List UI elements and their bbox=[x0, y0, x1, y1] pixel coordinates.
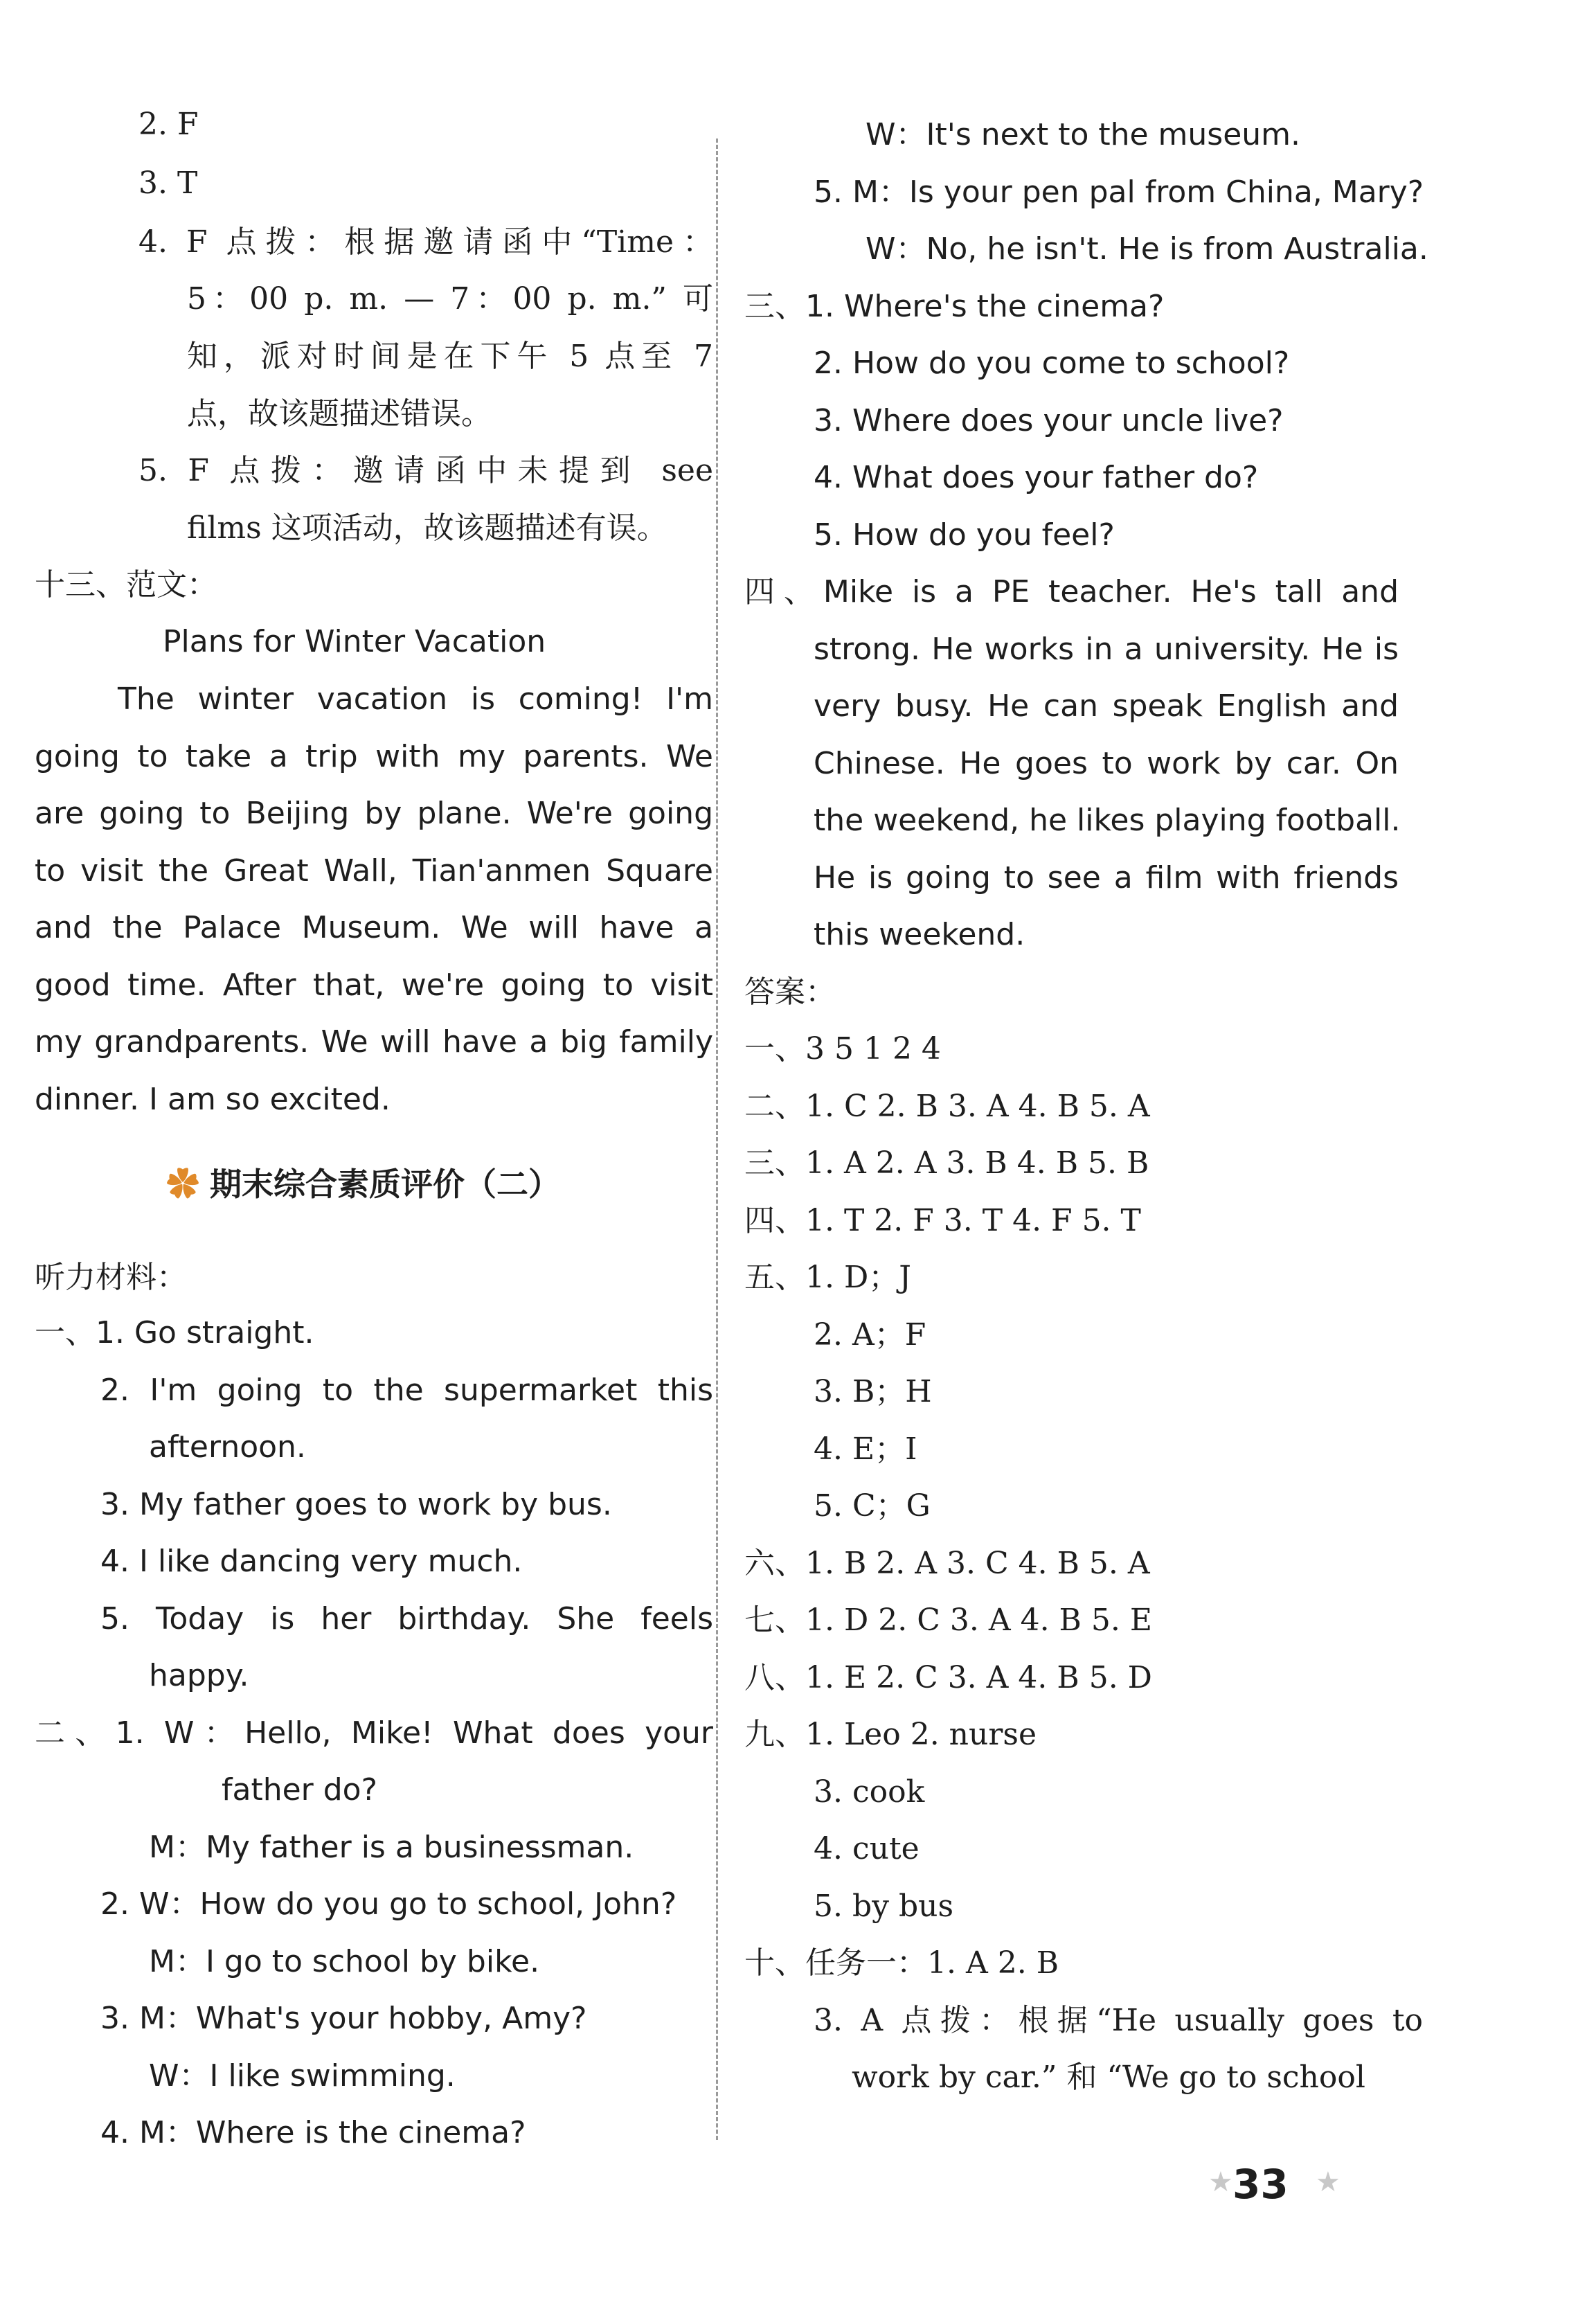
right-line: 5. by bus bbox=[814, 1889, 954, 1924]
right-line: 三、1. Where's the cinema? bbox=[744, 289, 1165, 324]
right-line: W：No, he isn't. He is from Australia. bbox=[866, 231, 1428, 267]
left-line: 2. F bbox=[138, 107, 199, 142]
star-icon: ★ bbox=[1316, 2166, 1341, 2198]
left-line: 4. M：Where is the cinema? bbox=[100, 2115, 526, 2150]
right-line: 3. Where does your uncle live? bbox=[814, 403, 1284, 438]
right-line: 4. E；I bbox=[814, 1431, 917, 1467]
left-line: happy. bbox=[149, 1658, 249, 1693]
right-line: this weekend. bbox=[814, 917, 1025, 952]
right-line: 3. A 点拨：根据“He usually goes to bbox=[814, 2003, 1423, 2038]
star-icon: ★ bbox=[1208, 2166, 1233, 2198]
right-line: 2. How do you come to school? bbox=[814, 346, 1290, 381]
right-line: 5. How do you feel? bbox=[814, 517, 1115, 553]
right-line: the weekend, he likes playing football. bbox=[814, 803, 1401, 838]
right-line: 四、1. T 2. F 3. T 4. F 5. T bbox=[744, 1203, 1141, 1238]
right-line: 九、1. Leo 2. nurse bbox=[744, 1717, 1037, 1752]
left-line: 听力材料： bbox=[35, 1260, 187, 1295]
right-line: 答案： bbox=[744, 974, 836, 1010]
left-line: M：I go to school by bike. bbox=[149, 1944, 540, 1979]
right-line: 5. M：Is your pen pal from China, Mary? bbox=[814, 175, 1424, 210]
left-line: 3. T bbox=[138, 166, 198, 201]
right-line: 3. B；H bbox=[814, 1374, 932, 1409]
left-line: dinner. I am so excited. bbox=[35, 1082, 391, 1117]
left-line: father do? bbox=[222, 1772, 377, 1808]
left-line: 知，派对时间是在下午 5 点至 7 bbox=[187, 339, 713, 374]
right-line: 2. A；F bbox=[814, 1317, 926, 1353]
left-line: afternoon. bbox=[149, 1429, 306, 1465]
page-number: 33 bbox=[1232, 2161, 1289, 2208]
right-line: Chinese. He goes to work by car. On bbox=[814, 746, 1399, 781]
right-line: 5. C；G bbox=[814, 1488, 931, 1524]
left-line: my grandparents. We will have a big family bbox=[35, 1024, 713, 1060]
left-line: 4. I like dancing very much. bbox=[100, 1544, 523, 1579]
left-line: W：I like swimming. bbox=[149, 2058, 456, 2094]
left-line: 3. My father goes to work by bus. bbox=[100, 1487, 612, 1522]
left-line: 4. F 点拨：根据邀请函中“Time： bbox=[138, 224, 713, 260]
left-line: Plans for Winter Vacation bbox=[163, 624, 546, 659]
right-line: 十、任务一：1. A 2. B bbox=[744, 1945, 1059, 1981]
section-heading bbox=[35, 1163, 692, 1205]
paw-icon: ✿ bbox=[166, 1166, 210, 1203]
right-line: W：It's next to the museum. bbox=[866, 117, 1301, 152]
left-line: films 这项活动，故该题描述有误。 bbox=[187, 510, 667, 546]
right-line: 四、Mike is a PE teacher. He's tall and bbox=[744, 574, 1399, 609]
section-title: 期末综合素质评价（二） bbox=[210, 1166, 560, 1203]
left-line: good time. After that, we're going to visit bbox=[35, 967, 713, 1003]
right-line: 七、1. D 2. C 3. A 4. B 5. E bbox=[744, 1603, 1152, 1638]
right-line: 三、1. A 2. A 3. B 4. B 5. B bbox=[744, 1145, 1149, 1181]
left-line: are going to Beijing by plane. We're going bbox=[35, 796, 713, 831]
left-line: 3. M：What's your hobby, Amy? bbox=[100, 2001, 587, 2036]
right-line: work by car.” 和 “We go to school bbox=[852, 2060, 1365, 2095]
left-line: 2. I'm going to the supermarket this bbox=[100, 1373, 713, 1408]
left-line: 十三、范文： bbox=[35, 567, 217, 603]
left-line: to visit the Great Wall, Tian'anmen Square bbox=[35, 853, 713, 889]
right-line: 4. What does your father do? bbox=[814, 460, 1259, 495]
right-line: 五、1. D；J bbox=[744, 1260, 911, 1295]
left-line: 5. F 点拨：邀请函中未提到 see bbox=[138, 453, 713, 488]
left-line: 一、1. Go straight. bbox=[35, 1315, 314, 1350]
left-line: The winter vacation is coming! I'm bbox=[118, 681, 713, 717]
left-line: going to take a trip with my parents. We bbox=[35, 739, 713, 774]
left-line: 点，故该题描述错误。 bbox=[187, 396, 492, 431]
right-line: 二、1. C 2. B 3. A 4. B 5. A bbox=[744, 1089, 1150, 1124]
right-line: strong. He works in a university. He is bbox=[814, 632, 1399, 667]
left-line: M：My father is a businessman. bbox=[149, 1830, 634, 1865]
left-line: 5：00 p. m. — 7：00 p. m.” 可 bbox=[187, 281, 713, 316]
column-divider bbox=[716, 139, 718, 2140]
right-line: 3. cook bbox=[814, 1774, 925, 1810]
right-line: 4. cute bbox=[814, 1831, 920, 1866]
right-line: He is going to see a film with friends bbox=[814, 860, 1399, 895]
left-line: 二、1. W：Hello, Mike! What does your bbox=[35, 1715, 713, 1751]
right-line: very busy. He can speak English and bbox=[814, 688, 1399, 724]
right-line: 六、1. B 2. A 3. C 4. B 5. A bbox=[744, 1546, 1150, 1581]
left-line: 2. W：How do you go to school, John? bbox=[100, 1886, 677, 1922]
left-line: and the Palace Museum. We will have a bbox=[35, 910, 713, 945]
right-line: 八、1. E 2. C 3. A 4. B 5. D bbox=[744, 1660, 1152, 1695]
right-line: 一、3 5 1 2 4 bbox=[744, 1031, 941, 1067]
left-line: 5. Today is her birthday. She feels bbox=[100, 1601, 713, 1636]
